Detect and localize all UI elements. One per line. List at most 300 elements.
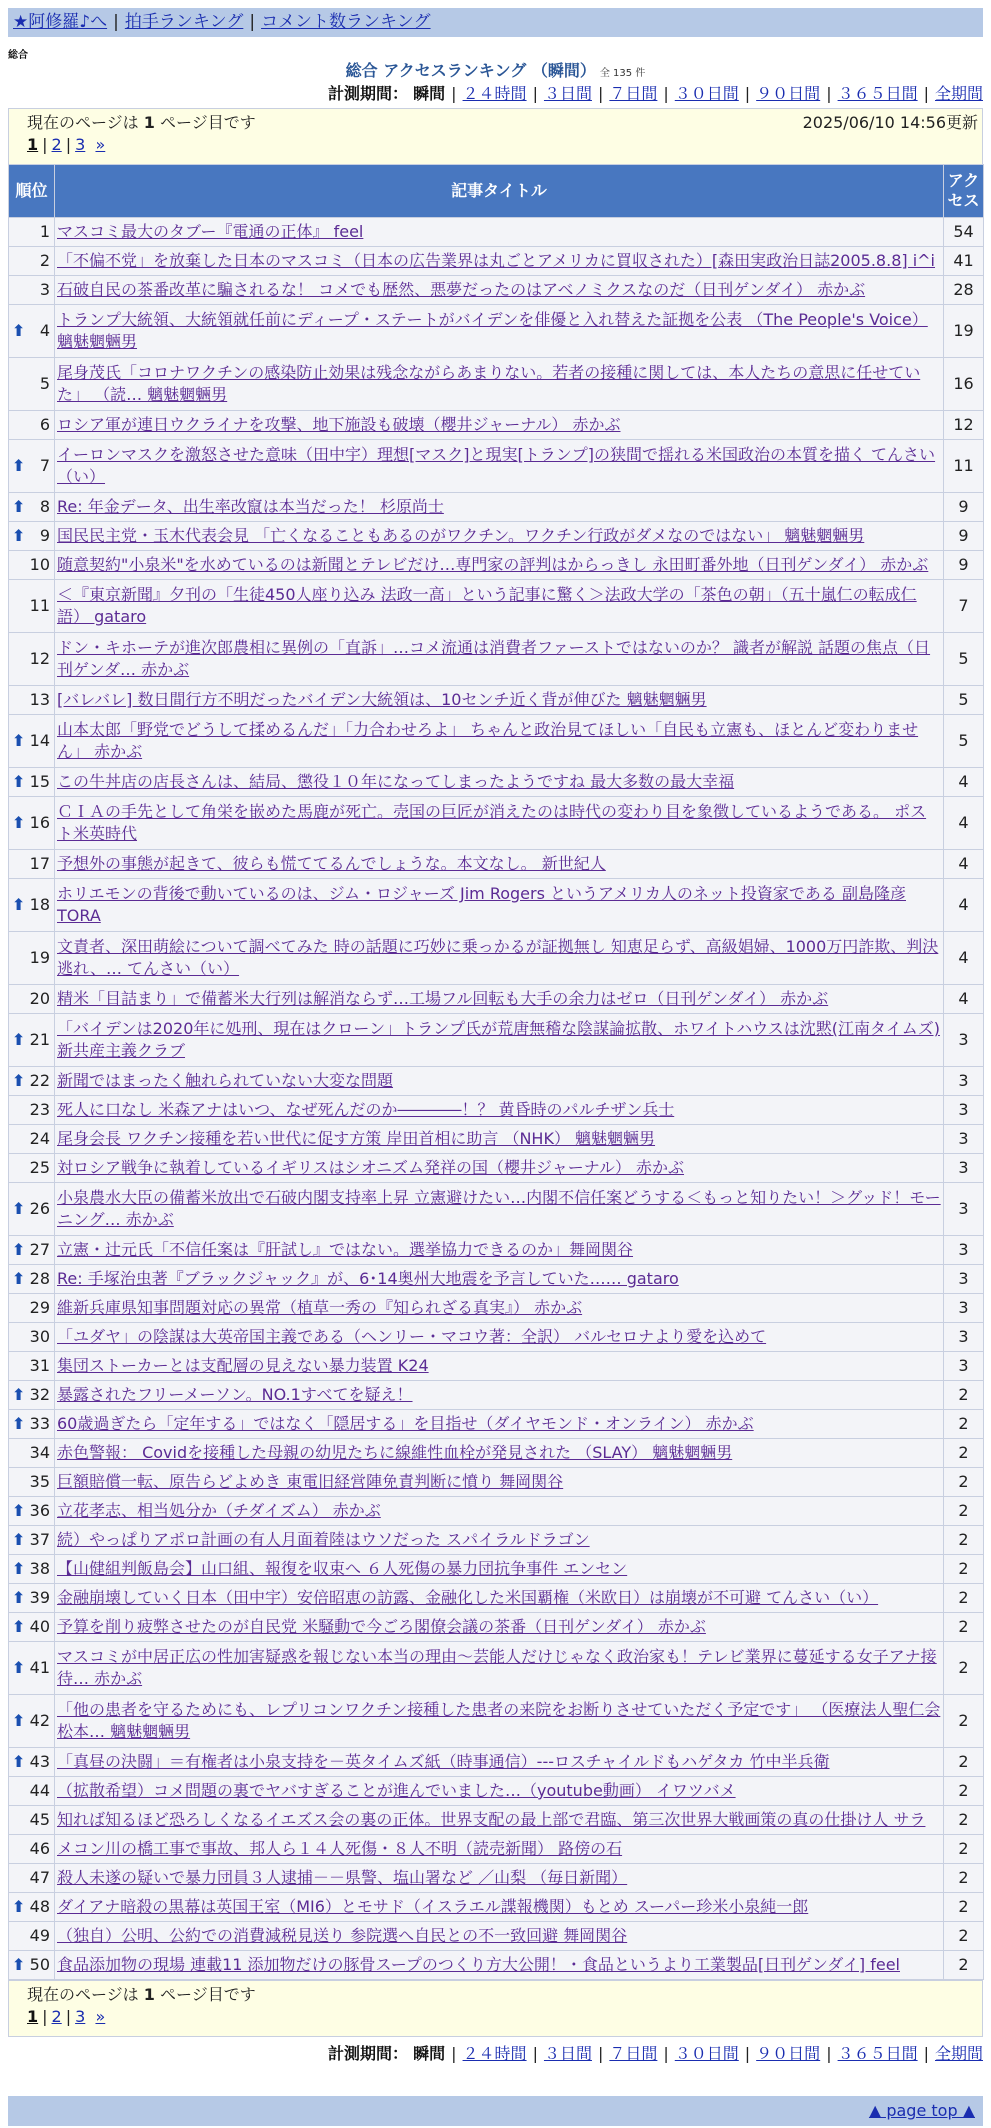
rank-number: 45 — [29, 1810, 50, 1829]
article-link[interactable]: 死人に口なし 米森アナはいつ、なぜ死んだのか――――！？ 黄昏時のパルチザン兵士 — [57, 1100, 675, 1119]
table-row — [9, 768, 984, 797]
rank-cell — [9, 1526, 55, 1555]
page-current: 1 — [27, 135, 39, 154]
title-cell — [55, 1410, 944, 1439]
table-row — [9, 440, 984, 493]
access-count: 3 — [944, 1067, 984, 1096]
title-cell — [55, 1806, 944, 1835]
top-nav — [8, 8, 983, 37]
access-count: 3 — [944, 1236, 984, 1265]
access-count: 3 — [944, 1352, 984, 1381]
article-link[interactable]: 暴露されたフリーメーソン。NO.1すべてを疑え！ — [57, 1385, 413, 1404]
article-link[interactable]: 維新兵庫県知事問題対応の異常（植草一秀の『知られざる真実』） 赤かぶ — [57, 1298, 583, 1317]
rank-up-arrow-icon: ⬆ — [12, 497, 26, 516]
period-selector-bottom: 計測期間： 瞬間 | ２４時間 | ３日間 | ７日間 | ３０日間 | ９０日間 | ３６５日間 | 全期間 — [328, 2044, 983, 2063]
rank-up-arrow-icon: ⬆ — [12, 1530, 26, 1549]
article-link[interactable]: 尾身茂氏「コロナワクチンの感染防止効果は残念ながらあまりない。若者の接種に関しては、本人たちの意思に任せていた」 （読… 魑魅魍魎男 — [57, 363, 921, 404]
rank-number: 48 — [29, 1897, 50, 1916]
title-cell — [55, 1922, 944, 1951]
table-row — [9, 1236, 984, 1265]
rank-cell — [9, 1067, 55, 1096]
period-link-24h[interactable]: ２４時間 — [462, 84, 527, 103]
article-link[interactable]: 殺人未遂の疑いで暴力団員３人逮捕－－県警、塩山署など ／山梨 （毎日新聞） — [57, 1868, 628, 1887]
title-cell — [55, 1067, 944, 1096]
access-count: 3 — [944, 1096, 984, 1125]
access-count: 2 — [944, 1642, 984, 1695]
access-count: 3 — [944, 1265, 984, 1294]
period-link-30d[interactable]: ３０日間 — [674, 2044, 739, 2063]
table-row — [9, 686, 984, 715]
article-link[interactable]: ダイアナ暗殺の黒幕は英国王室（MI6）とモサド（イスラエル諜報機関）もとめ スーパー珍米小泉純一郎 — [57, 1897, 809, 1916]
access-count: 2 — [944, 1410, 984, 1439]
rank-cell — [9, 797, 55, 850]
total-count: 全 135 件 — [599, 68, 646, 79]
table-row — [9, 1410, 984, 1439]
title-cell — [55, 1642, 944, 1695]
rank-number: 5 — [39, 374, 50, 393]
article-link[interactable]: マスコミが中居正広の性加害疑惑を報じない本当の理由～芸能人だけじゃなく政治家も！テレビ業界に蔓延する女子アナ接待… 赤かぶ — [57, 1647, 937, 1688]
access-count: 3 — [944, 1125, 984, 1154]
page-links: 1 | 2 | 3 » — [27, 2007, 106, 2026]
rank-up-arrow-icon: ⬆ — [12, 1501, 26, 1520]
article-link[interactable]: ドン・キホーテが進次郎農相に異例の「直訴」…コメ流通は消費者ファーストではないのか？ 識者が解説 話題の焦点（日刊ゲンダ… 赤かぶ — [57, 638, 931, 679]
period-link-7d[interactable]: ７日間 — [609, 84, 658, 103]
access-count: 41 — [944, 247, 984, 276]
rank-cell — [9, 985, 55, 1014]
period-link-all[interactable]: 全期間 — [934, 84, 983, 103]
article-link[interactable]: ＜『東京新聞』夕刊の「生徒450人座り込み 法政一高」という記事に驚く＞法政大学の「茶色の朝」（五十嵐仁の転成仁語） gataro — [57, 585, 917, 626]
access-count: 3 — [944, 1294, 984, 1323]
table-row — [9, 1835, 984, 1864]
table-row — [9, 1014, 984, 1067]
rank-cell — [9, 440, 55, 493]
rank-cell — [9, 1236, 55, 1265]
article-link[interactable]: 山本太郎「野党でどうして揉めるんだ」「力合わせろよ」 ちゃんと政治見てほしい「自民も立憲も、ほとんど変わりません」 赤かぶ — [57, 720, 919, 761]
title-cell — [55, 411, 944, 440]
access-count: 9 — [944, 522, 984, 551]
article-link[interactable]: [バレバレ] 数日間行方不明だったバイデン大統領は、10センチ近く背が伸びた 魑魅魍魎男 — [57, 690, 707, 709]
rank-up-arrow-icon: ⬆ — [12, 1658, 26, 1677]
table-row — [9, 1468, 984, 1497]
rank-cell — [9, 850, 55, 879]
table-row — [9, 1154, 984, 1183]
page-links: 1 | 2 | 3 » — [27, 135, 106, 154]
access-count: 2 — [944, 1864, 984, 1893]
title-cell — [55, 493, 944, 522]
rank-up-arrow-icon: ⬆ — [12, 1071, 26, 1090]
access-count: 11 — [944, 440, 984, 493]
period-link-30d[interactable]: ３０日間 — [674, 84, 739, 103]
period-link-24h[interactable]: ２４時間 — [462, 2044, 527, 2063]
table-row — [9, 1323, 984, 1352]
rank-cell — [9, 1497, 55, 1526]
rank-number: 18 — [29, 895, 50, 914]
title-cell — [55, 797, 944, 850]
title-cell — [55, 1613, 944, 1642]
table-row — [9, 218, 984, 247]
rank-cell — [9, 1294, 55, 1323]
page-link-2[interactable]: 2 — [51, 135, 62, 154]
table-row — [9, 411, 984, 440]
article-link[interactable]: ＣＩＡの手先として角栄を嵌めた馬鹿が死亡。売国の巨匠が消えたのは時代の変わり目を象徴しているようである。 ポスト米英時代 — [57, 802, 927, 843]
rank-cell — [9, 1439, 55, 1468]
rank-number: 15 — [29, 772, 50, 791]
access-count: 16 — [944, 358, 984, 411]
table-row — [9, 1748, 984, 1777]
rank-number: 32 — [29, 1385, 50, 1404]
article-link[interactable]: Re: 年金データ、出生率改竄は本当だった！ 杉原尚士 — [57, 497, 444, 516]
access-count: 2 — [944, 1584, 984, 1613]
rank-up-arrow-icon: ⬆ — [12, 321, 26, 340]
title-cell — [55, 440, 944, 493]
article-link[interactable]: 立憲・辻元氏「不信任案は『肝試し』ではない。選挙協力できるのか」舞岡関谷 — [57, 1240, 634, 1259]
period-selector-top: 計測期間： 瞬間 | ２４時間 | ３日間 | ７日間 | ３０日間 | ９０日間 | ３６５日間 | 全期間 — [328, 84, 983, 103]
period-link-3d[interactable]: ３日間 — [543, 2044, 592, 2063]
page-link-next[interactable]: » — [95, 2007, 106, 2026]
title-cell — [55, 1323, 944, 1352]
access-count: 4 — [944, 879, 984, 932]
title-cell — [55, 1584, 944, 1613]
table-row — [9, 797, 984, 850]
article-link[interactable]: マスコミ最大のタブー『電通の正体』 feel — [57, 222, 364, 241]
access-count: 2 — [944, 1555, 984, 1584]
rank-cell — [9, 879, 55, 932]
rank-number: 50 — [29, 1955, 50, 1974]
rank-up-arrow-icon: ⬆ — [12, 1199, 26, 1218]
title-cell — [55, 1439, 944, 1468]
rank-cell — [9, 1014, 55, 1067]
rank-number: 14 — [29, 731, 50, 750]
rank-cell — [9, 551, 55, 580]
table-row — [9, 1864, 984, 1893]
title-cell — [55, 522, 944, 551]
table-row — [9, 932, 984, 985]
title-cell — [55, 985, 944, 1014]
article-link[interactable]: 「バイデンは2020年に処刑、現在はクローン」トランプ氏が荒唐無稽な陰謀論拡散、ホワイトハウスは沈黙(江南タイムズ) 新共産主義クラブ — [57, 1019, 940, 1060]
table-row — [9, 1613, 984, 1642]
rank-cell — [9, 358, 55, 411]
article-link[interactable]: 「他の患者を守るためにも、レプリコンワクチン接種した患者の来院をお断りさせていただく予定です」 （医療法人聖仁会 松本… 魑魅魍魎男 — [57, 1700, 941, 1741]
access-count: 5 — [944, 715, 984, 768]
table-row — [9, 1584, 984, 1613]
nav-link-comment-ranking[interactable]: コメント数ランキング — [261, 12, 431, 32]
article-link[interactable]: 60歳過ぎたら「定年する」ではなく「隠居する」を目指せ（ダイヤモンド・オンライン） 赤かぶ — [57, 1414, 754, 1433]
table-row — [9, 985, 984, 1014]
rank-number: 2 — [39, 251, 50, 270]
rank-number: 24 — [29, 1129, 50, 1148]
table-row — [9, 1922, 984, 1951]
access-count: 2 — [944, 1748, 984, 1777]
rank-up-arrow-icon: ⬆ — [12, 1588, 26, 1607]
rank-number: 1 — [39, 222, 50, 241]
table-row — [9, 1096, 984, 1125]
article-link[interactable]: 尾身会長 ワクチン接種を若い世代に促す方策 岸田首相に助言 （NHK） 魑魅魍魎男 — [57, 1129, 656, 1148]
article-link[interactable]: 予算を削り疲弊させたのが自民党 米騒動で今ごろ閣僚会議の茶番（日刊ゲンダイ） 赤かぶ — [57, 1617, 706, 1636]
table-row — [9, 358, 984, 411]
page-status: 現在のページは 1 ページ目です — [27, 1985, 256, 2004]
rank-number: 43 — [29, 1752, 50, 1771]
rank-number: 40 — [29, 1617, 50, 1636]
rank-cell — [9, 276, 55, 305]
rank-cell — [9, 522, 55, 551]
table-row — [9, 1352, 984, 1381]
rank-cell — [9, 1183, 55, 1236]
rank-number: 3 — [39, 280, 50, 299]
period-link-365d[interactable]: ３６５日間 — [837, 84, 918, 103]
title-cell — [55, 247, 944, 276]
page-link-3[interactable]: 3 — [75, 135, 86, 154]
rank-number: 11 — [29, 596, 50, 615]
period-link-90d[interactable]: ９０日間 — [756, 84, 821, 103]
rank-cell — [9, 1555, 55, 1584]
header-rank: 順位 — [9, 165, 55, 218]
title-cell — [55, 1381, 944, 1410]
header-access: アクセス — [944, 165, 984, 218]
article-link[interactable]: 「真昼の決闘」＝有権者は小泉支持を－英タイムズ紙（時事通信）---ロスチャイルドもハゲタカ 竹中半兵衛 — [57, 1752, 830, 1771]
table-row — [9, 580, 984, 633]
page-link-2[interactable]: 2 — [51, 2007, 62, 2026]
title-cell — [55, 1236, 944, 1265]
period-link-365d[interactable]: ３６５日間 — [837, 2044, 918, 2063]
access-count: 2 — [944, 1835, 984, 1864]
page-link-3[interactable]: 3 — [75, 2007, 86, 2026]
access-count: 2 — [944, 1893, 984, 1922]
rank-cell — [9, 411, 55, 440]
rank-up-arrow-icon: ⬆ — [12, 1030, 26, 1049]
article-link[interactable]: （拡散希望）コメ問題の裏でヤバすぎることが進んでいました…（youtube動画） イワツバメ — [57, 1781, 736, 1800]
access-count: 3 — [944, 1323, 984, 1352]
title-cell — [55, 1265, 944, 1294]
title-cell — [55, 1294, 944, 1323]
rank-number: 29 — [29, 1298, 50, 1317]
nav-link-clap-ranking[interactable]: 拍手ランキング — [124, 12, 244, 32]
rank-cell — [9, 715, 55, 768]
title-cell — [55, 358, 944, 411]
rank-up-arrow-icon: ⬆ — [12, 1617, 26, 1636]
access-count: 4 — [944, 768, 984, 797]
rank-number: 4 — [39, 321, 50, 340]
title-cell — [55, 932, 944, 985]
access-count: 5 — [944, 686, 984, 715]
access-count: 28 — [944, 276, 984, 305]
table-row — [9, 1526, 984, 1555]
title-cell — [55, 1526, 944, 1555]
article-link[interactable]: 【山健組判飯島会】山口組、報復を収束へ ６人死傷の暴力団抗争事件 エンセン — [57, 1559, 628, 1578]
article-link[interactable]: 続）やっぱりアポロ計画の有人月面着陸はウソだった スパイラルドラゴン — [57, 1530, 590, 1549]
title-cell — [55, 580, 944, 633]
rank-number: 7 — [39, 456, 50, 475]
page-top-link[interactable]: ▲ page top ▲ — [868, 2101, 975, 2120]
table-row — [9, 522, 984, 551]
table-row — [9, 276, 984, 305]
article-link[interactable]: 「ユダヤ」の陰謀は大英帝国主義である（ヘンリー・マコウ著：全訳） バルセロナより愛を込めて — [57, 1327, 767, 1346]
article-link[interactable]: 巨額賠償一転、原告らどよめき 東電旧経営陣免責判断に憤り 舞岡関谷 — [57, 1472, 564, 1491]
rank-cell — [9, 1864, 55, 1893]
rank-cell — [9, 1748, 55, 1777]
rank-up-arrow-icon: ⬆ — [12, 895, 26, 914]
rank-up-arrow-icon: ⬆ — [12, 813, 26, 832]
rank-number: 44 — [29, 1781, 50, 1800]
rank-number: 16 — [29, 813, 50, 832]
table-row — [9, 715, 984, 768]
article-link[interactable]: （独自）公明、公約での消費減税見送り 参院選へ自民との不一致回避 舞岡関谷 — [57, 1926, 628, 1945]
rank-cell — [9, 1893, 55, 1922]
table-row — [9, 1265, 984, 1294]
period-label: 計測期間： — [328, 84, 409, 103]
rank-cell — [9, 1806, 55, 1835]
rank-number: 22 — [29, 1071, 50, 1090]
rank-cell — [9, 768, 55, 797]
table-row — [9, 1294, 984, 1323]
rank-cell — [9, 1613, 55, 1642]
rank-number: 10 — [29, 555, 50, 574]
rank-up-arrow-icon: ⬆ — [12, 772, 26, 791]
rank-up-arrow-icon: ⬆ — [12, 1559, 26, 1578]
rank-number: 46 — [29, 1839, 50, 1858]
rank-up-arrow-icon: ⬆ — [12, 1955, 26, 1974]
rank-number: 6 — [39, 415, 50, 434]
access-count: 3 — [944, 1014, 984, 1067]
table-row — [9, 1777, 984, 1806]
title-cell — [55, 1835, 944, 1864]
article-link[interactable]: メコン川の橋工事で事故、邦人ら１４人死傷・８人不明（読売新聞） 路傍の石 — [57, 1839, 623, 1858]
rank-number: 8 — [39, 497, 50, 516]
rank-number: 47 — [29, 1868, 50, 1887]
article-link[interactable]: 随意契約"小泉米"を水めているのは新聞とテレビだけ…専門家の評判はからっきし 永田町番外地（日刊ゲンダイ） 赤かぶ — [57, 555, 929, 574]
rank-number: 35 — [29, 1472, 50, 1491]
access-count: 4 — [944, 932, 984, 985]
article-link[interactable]: 新聞ではまったく触れられていない大変な問題 — [57, 1071, 394, 1090]
rank-number: 28 — [29, 1269, 50, 1288]
article-link[interactable]: 予想外の事態が起きて、彼らも慌ててるんでしょうな。本文なし。 新世紀人 — [57, 854, 606, 873]
title-cell — [55, 218, 944, 247]
rank-cell — [9, 1352, 55, 1381]
article-link[interactable]: 対ロシア戦争に執着しているイギリスはシオニズム発祥の国（櫻井ジャーナル） 赤かぶ — [57, 1158, 685, 1177]
article-link[interactable]: Re: 手塚治虫著『ブラックジャック』が、6･14奥州大地震を予言していた…… gataro — [57, 1269, 679, 1288]
rank-cell — [9, 1323, 55, 1352]
article-link[interactable]: 精米「目詰まり」で備蓄米大行列は解消ならず…工場フル回転も大手の余力はゼロ（日刊ゲンダイ） 赤かぶ — [57, 989, 829, 1008]
rank-number: 31 — [29, 1356, 50, 1375]
rank-cell — [9, 1951, 55, 1980]
access-count: 54 — [944, 218, 984, 247]
access-count: 4 — [944, 797, 984, 850]
table-row — [9, 1067, 984, 1096]
rank-cell — [9, 686, 55, 715]
article-link[interactable]: ホリエモンの背後で動いているのは、ジム・ロジャーズ Jim Rogers というアメリカ人のネット投資家である 副島隆彦 TORA — [57, 884, 906, 925]
rank-number: 21 — [29, 1030, 50, 1049]
access-count: 2 — [944, 1777, 984, 1806]
access-count: 2 — [944, 1695, 984, 1748]
rank-cell — [9, 1381, 55, 1410]
nav-link-asyura[interactable]: ★阿修羅♪へ — [13, 12, 108, 32]
rank-cell — [9, 932, 55, 985]
rank-number: 19 — [29, 948, 50, 967]
rank-number: 30 — [29, 1327, 50, 1346]
access-count: 9 — [944, 493, 984, 522]
rank-number: 37 — [29, 1530, 50, 1549]
table-row — [9, 1381, 984, 1410]
access-count: 2 — [944, 1806, 984, 1835]
access-count: 5 — [944, 633, 984, 686]
title-cell — [55, 305, 944, 358]
article-link[interactable]: 立花孝志、相当処分か（チダイズム） 赤かぶ — [57, 1501, 381, 1520]
article-link[interactable]: 「不偏不党」を放棄した日本のマスコミ（日本の広告業界は丸ごとアメリカに買収された）[森田実政治日誌2005.8.8] i^i — [57, 251, 935, 270]
article-link[interactable]: 小泉農水大臣の備蓄米放出で石破内閣支持率上昇 立憲避けたい…内閣不信任案どうする＜もっと知りたい！＞グッド！モーニング… 赤かぶ — [57, 1188, 941, 1229]
period-link-90d[interactable]: ９０日間 — [756, 2044, 821, 2063]
title-cell — [55, 1951, 944, 1980]
title-cell — [55, 686, 944, 715]
rank-cell — [9, 1642, 55, 1695]
separator: | — [249, 12, 256, 32]
table-row — [9, 1555, 984, 1584]
rank-up-arrow-icon: ⬆ — [12, 1711, 26, 1730]
article-link[interactable]: トランプ大統領、大統領就任前にディープ・ステートがバイデンを俳優と入れ替えた証拠を公表 （The People's Voice） 魑魅魍魎男 — [57, 310, 928, 351]
rank-up-arrow-icon: ⬆ — [12, 1385, 26, 1404]
rank-cell — [9, 1584, 55, 1613]
rank-cell — [9, 1154, 55, 1183]
page-title-text: 総合 アクセスランキング （瞬間） — [345, 61, 596, 80]
access-count: 4 — [944, 850, 984, 879]
article-link[interactable]: イーロンマスクを激怒させた意味（田中宇）理想[マスク]と現実[トランプ]の狭間で揺れる米国政治の本質を描く てんさい（い） — [57, 445, 936, 486]
article-link[interactable]: 金融崩壊していく日本（田中宇）安倍昭恵の訪露、金融化した米国覇権（米欧日）は崩壊が不可避 てんさい（い） — [57, 1588, 879, 1607]
access-count: 7 — [944, 580, 984, 633]
ranking-table — [8, 164, 984, 1980]
article-link[interactable]: 集団ストーカーとは支配層の見えない暴力装置 K24 — [57, 1356, 429, 1375]
article-link[interactable]: この牛丼店の店長さんは、結局、懲役１０年になってしまったようですね 最大多数の最大幸福 — [57, 772, 735, 791]
article-link[interactable]: 石破自民の茶番改革に騙されるな！ コメでも歴然、悪夢だったのはアベノミクスなのだ（日刊ゲンダイ） 赤かぶ — [57, 280, 866, 299]
rank-up-arrow-icon: ⬆ — [12, 1240, 26, 1259]
pager-bottom — [8, 1980, 983, 2037]
rank-up-arrow-icon: ⬆ — [12, 1897, 26, 1916]
article-link[interactable]: 食品添加物の現場 連載11 添加物だけの豚骨スープのつくり方大公開！・食品というより工業製品[日刊ゲンダイ] feel — [57, 1955, 900, 1974]
access-count: 12 — [944, 411, 984, 440]
footer-bar — [8, 2096, 983, 2126]
access-count: 19 — [944, 305, 984, 358]
article-link[interactable]: 赤色警報： Covidを接種した母親の幼児たちに線維性血栓が発見された （SLAY） 魑魅魍魎男 — [57, 1443, 733, 1462]
table-row — [9, 1951, 984, 1980]
title-cell — [55, 1695, 944, 1748]
table-row — [9, 1806, 984, 1835]
title-cell — [55, 715, 944, 768]
table-row — [9, 551, 984, 580]
rank-number: 12 — [29, 649, 50, 668]
rank-up-arrow-icon: ⬆ — [12, 1414, 26, 1433]
access-count: 2 — [944, 1951, 984, 1980]
rank-cell — [9, 1096, 55, 1125]
rank-number: 38 — [29, 1559, 50, 1578]
rank-cell — [9, 305, 55, 358]
page-current: 1 — [27, 2007, 39, 2026]
access-count: 2 — [944, 1468, 984, 1497]
rank-cell — [9, 633, 55, 686]
rank-cell — [9, 1125, 55, 1154]
page-link-next[interactable]: » — [95, 135, 106, 154]
rank-number: 42 — [29, 1711, 50, 1730]
article-link[interactable]: 文責者、深田萌絵について調べてみた 時の話題に巧妙に乗っかるが証拠無し 知恵足らず、高級娼婦、1000万円詐欺、判決逃れ、… てんさい（い） — [57, 937, 939, 978]
title-cell — [55, 1183, 944, 1236]
article-link[interactable]: ロシア軍が連日ウクライナを攻撃、地下施設も破壊（櫻井ジャーナル） 赤かぶ — [57, 415, 621, 434]
article-link[interactable]: 知れば知るほど恐ろしくなるイエズス会の裏の正体。世界支配の最上部で君臨、第三次世界大戦画策の真の仕掛け人 サラ — [57, 1810, 926, 1829]
period-link-all[interactable]: 全期間 — [934, 2044, 983, 2063]
access-count: 2 — [944, 1613, 984, 1642]
rank-number: 34 — [29, 1443, 50, 1462]
title-cell — [55, 1154, 944, 1183]
article-link[interactable]: 国民民主党・玉木代表会見 「亡くなることもあるのがワクチン。ワクチン行政がダメなのではない」 魑魅魍魎男 — [57, 526, 865, 545]
period-link-3d[interactable]: ３日間 — [543, 84, 592, 103]
title-cell — [55, 1352, 944, 1381]
period-link-7d[interactable]: ７日間 — [609, 2044, 658, 2063]
title-cell — [55, 1096, 944, 1125]
